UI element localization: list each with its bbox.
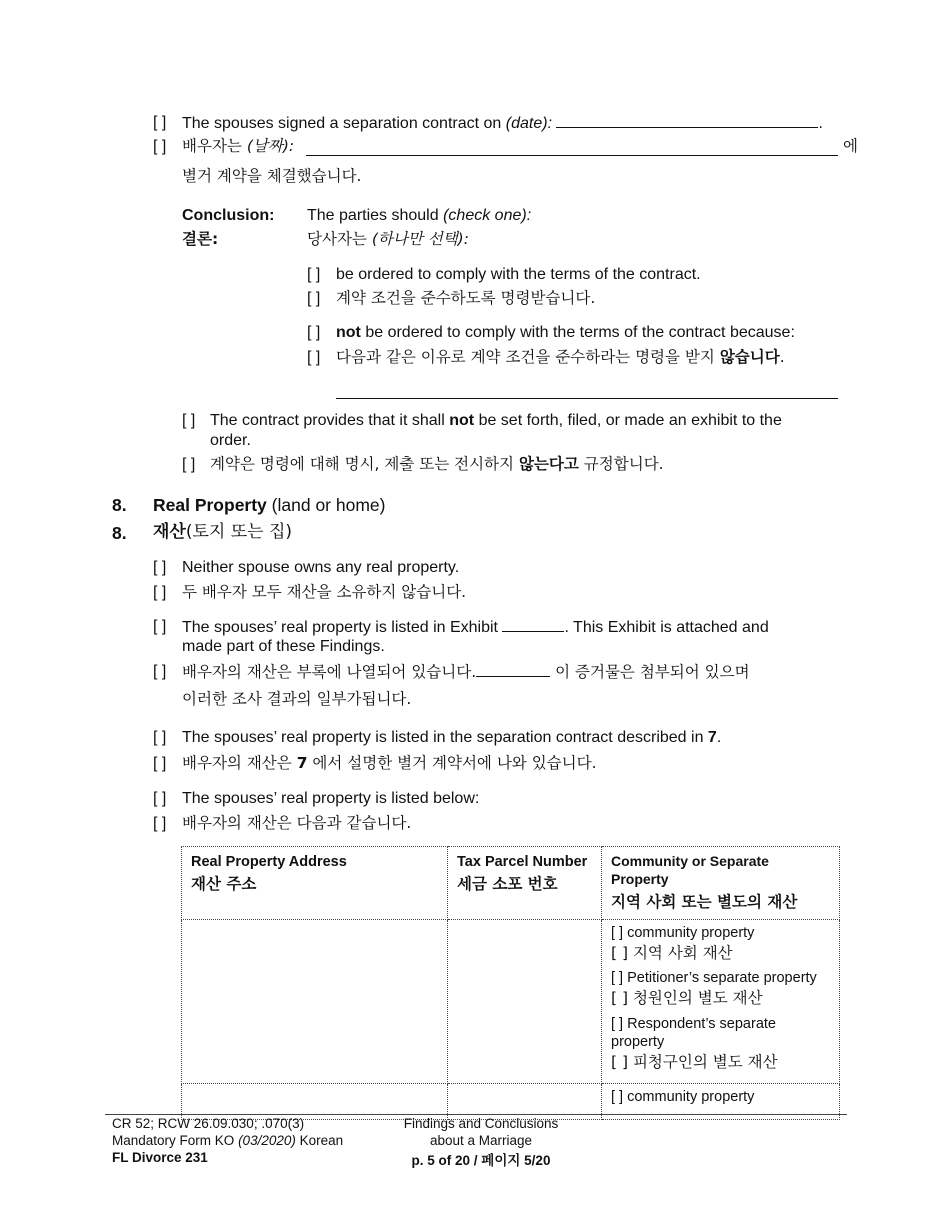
checkbox-contract-not-filed-ko[interactable]: [ ] xyxy=(182,456,196,473)
property-type-cell xyxy=(602,919,840,1083)
checkbox-contract-not-filed[interactable]: [ ] xyxy=(182,412,196,429)
address-cell[interactable] xyxy=(182,919,448,1083)
checkbox-comply-ko[interactable]: [ ] xyxy=(307,290,321,307)
conclusion-label: Conclusion: xyxy=(182,207,275,224)
reason-field[interactable] xyxy=(336,384,838,399)
page-number: p. 5 of 20 / 페이지 5/20 xyxy=(411,1152,551,1168)
exhibit-text-ko xyxy=(182,662,750,682)
header-address-ko: 재산 주소 xyxy=(191,875,257,894)
in-contract-ref: 7 xyxy=(707,729,717,746)
in-contract-ko-ref: 7 xyxy=(296,754,308,772)
checkbox-in-contract-ko[interactable]: [ ] xyxy=(153,755,167,772)
checkbox-separation-signed[interactable]: [ ] xyxy=(153,114,167,131)
exhibit-text xyxy=(182,617,769,638)
header-property-type-ko: 지역 사회 또는 별도의 재산 xyxy=(611,893,798,912)
footer-rule-citation: CR 52; RCW 26.09.030; .070(3) xyxy=(112,1116,305,1131)
footer-form-name: Mandatory Form KO xyxy=(112,1132,235,1148)
in-contract-ko-pre: 배우자의 재산은 xyxy=(182,754,292,772)
footer-form-language: Korean xyxy=(299,1132,344,1148)
footer-left xyxy=(112,1116,343,1167)
separation-date-field-ko[interactable] xyxy=(306,141,838,156)
exhibit-ko-c: 이러한 조사 결과의 일부가됩니다. xyxy=(182,690,412,708)
option-comply-text-ko: 계약 조건을 준수하도록 명령받습니다. xyxy=(336,289,596,307)
neither-owns-text-ko: 두 배우자 모두 재산을 소유하지 않습니다. xyxy=(182,583,467,601)
checkbox-listed-below-ko[interactable]: [ ] xyxy=(153,815,167,832)
separation-ko-line2: 별거 계약을 체결했습니다. xyxy=(182,167,362,185)
conclusion-check-one: (check one): xyxy=(443,207,532,224)
header-property-type-en: Community or Separate Property xyxy=(611,853,769,888)
section-8-title-ko xyxy=(153,522,292,543)
contract-not-filed-text xyxy=(210,411,782,431)
header-property-type xyxy=(602,847,840,920)
option-not-comply-ko-main: 다음과 같은 이유로 계약 조건을 준수하라는 명령을 받지 xyxy=(336,348,715,366)
section-8-title-bold: Real Property xyxy=(153,495,267,515)
checkbox-neither-owns[interactable]: [ ] xyxy=(153,559,167,576)
contract-text-a: The contract provides that it shall xyxy=(210,412,445,429)
footer-title-line2: about a Marriage xyxy=(429,1132,533,1148)
footer-form-number: FL Divorce 231 xyxy=(112,1149,208,1165)
listed-below-text: The spouses’ real property is listed below: xyxy=(182,790,480,807)
footer-divider xyxy=(105,1114,847,1115)
not-emphasis: not xyxy=(336,324,361,341)
contract-not-filed-text-ko xyxy=(210,455,664,474)
option-comply-text: be ordered to comply with the terms of the contract. xyxy=(336,266,701,283)
contract-ko-a: 계약은 명령에 대해 명시, 제출 또는 전시하지 xyxy=(210,455,515,473)
contract-text-b: be set forth, filed, or made an exhibit to the xyxy=(478,412,782,429)
separation-date-field[interactable] xyxy=(556,113,818,128)
date-label-ko: (날짜): xyxy=(246,137,295,155)
header-address xyxy=(182,847,448,920)
in-contract-ko-rest: 에서 설명한 별거 계약서에 나와 있습니다. xyxy=(312,754,597,772)
section-8-title-ko-bold: 재산 xyxy=(153,522,186,542)
real-property-table xyxy=(181,846,840,1120)
checkbox-in-contract[interactable]: [ ] xyxy=(153,729,167,746)
checkbox-exhibit[interactable]: [ ] xyxy=(153,618,167,635)
exhibit-text-a: The spouses’ real property is listed in Exhibit xyxy=(182,619,498,636)
exhibit-ko-a: 배우자의 재산은 부록에 나열되어 있습니다. xyxy=(182,663,477,681)
separation-signed-text: The spouses signed a separation contract on (date): . xyxy=(182,115,823,132)
option-community[interactable]: [ ] community property xyxy=(611,1088,755,1105)
footer-title-line1: Findings and Conclusions xyxy=(403,1116,559,1131)
option-respondent[interactable]: [ ] Respondent’s separate property xyxy=(611,1015,776,1050)
exhibit-ko-b: 이 증거물은 첨부되어 있으며 xyxy=(555,663,750,681)
exhibit-field-ko[interactable] xyxy=(476,662,550,677)
checkbox-separation-signed-ko[interactable]: [ ] xyxy=(153,138,167,155)
conclusion-text xyxy=(307,206,531,226)
contract-text-c: order. xyxy=(210,432,251,449)
section-8-number: 8. xyxy=(112,495,127,515)
not-emphasis-ko: 않습니다 xyxy=(719,348,780,366)
header-address-en: Real Property Address xyxy=(191,854,347,870)
table-row xyxy=(182,919,840,1083)
tax-parcel-cell[interactable] xyxy=(448,919,602,1083)
section-8-title xyxy=(153,495,385,517)
option-respondent-ko[interactable]: [ ] 피청구인의 별도 재산 xyxy=(611,1052,778,1071)
conclusion-label-ko: 결론: xyxy=(182,230,219,248)
exhibit-text-b: . This Exhibit is attached and xyxy=(564,619,769,636)
footer-form-line xyxy=(112,1133,343,1150)
conclusion-text-main-ko: 당사자는 xyxy=(307,230,367,248)
conclusion-check-one-ko: (하나만 선택): xyxy=(371,230,469,248)
exhibit-text-c: made part of these Findings. xyxy=(182,638,385,655)
conclusion-text-ko xyxy=(307,230,469,249)
section-8-title-ko-rest: (토지 또는 집) xyxy=(185,522,293,542)
separation-signed-text-ko xyxy=(182,137,294,156)
section-8-title-rest: (land or home) xyxy=(271,495,386,515)
checkbox-not-comply-ko[interactable]: [ ] xyxy=(307,349,321,366)
conclusion-text-main: The parties should xyxy=(307,207,439,224)
section-8-number-ko: 8. xyxy=(112,523,127,543)
exhibit-field[interactable] xyxy=(502,617,564,632)
header-tax-parcel xyxy=(448,847,602,920)
footer-form-date: (03/2020) xyxy=(238,1132,296,1148)
option-petitioner[interactable]: [ ] Petitioner’s separate property xyxy=(611,970,817,987)
table-header-row xyxy=(182,847,840,920)
option-not-comply-text xyxy=(336,323,795,343)
header-tax-parcel-en: Tax Parcel Number xyxy=(457,854,588,870)
contract-ko-b: 규정합니다. xyxy=(583,455,664,473)
date-label: (date): xyxy=(505,115,553,132)
checkbox-exhibit-ko[interactable]: [ ] xyxy=(153,663,167,680)
separation-ko-prefix: 배우자는 xyxy=(182,137,242,155)
separation-signed-label: The spouses signed a separation contract on xyxy=(182,115,502,132)
footer-center xyxy=(400,1116,562,1170)
in-contract-text-ko xyxy=(182,754,597,773)
checkbox-listed-below[interactable]: [ ] xyxy=(153,790,167,807)
listed-below-text-ko: 배우자의 재산은 다음과 같습니다. xyxy=(182,814,412,832)
checkbox-not-comply[interactable]: [ ] xyxy=(307,324,321,341)
checkbox-neither-owns-ko[interactable]: [ ] xyxy=(153,584,167,601)
option-not-comply-rest: be ordered to comply with the terms of the contract because: xyxy=(365,324,795,341)
neither-owns-text: Neither spouse owns any real property. xyxy=(182,559,460,576)
contract-ko-emphasis: 않는다고 xyxy=(518,455,579,473)
option-community[interactable]: [ ] community property xyxy=(611,924,755,941)
contract-not-emphasis: not xyxy=(449,412,475,429)
option-community-ko[interactable]: [ ] 지역 사회 재산 xyxy=(611,943,733,962)
header-tax-parcel-ko: 세금 소포 번호 xyxy=(457,875,558,894)
in-contract-text-main: The spouses’ real property is listed in the separation contract described in xyxy=(182,729,704,746)
in-contract-text: The spouses’ real property is listed in the separation contract described in 7. xyxy=(182,729,722,746)
checkbox-comply[interactable]: [ ] xyxy=(307,266,321,283)
separation-ko-suffix: 에 xyxy=(843,137,858,155)
option-not-comply-text-ko: 다음과 같은 이유로 계약 조건을 준수하라는 명령을 받지 않습니다. xyxy=(336,348,785,366)
option-petitioner-ko[interactable]: [ ] 청원인의 별도 재산 xyxy=(611,989,763,1008)
